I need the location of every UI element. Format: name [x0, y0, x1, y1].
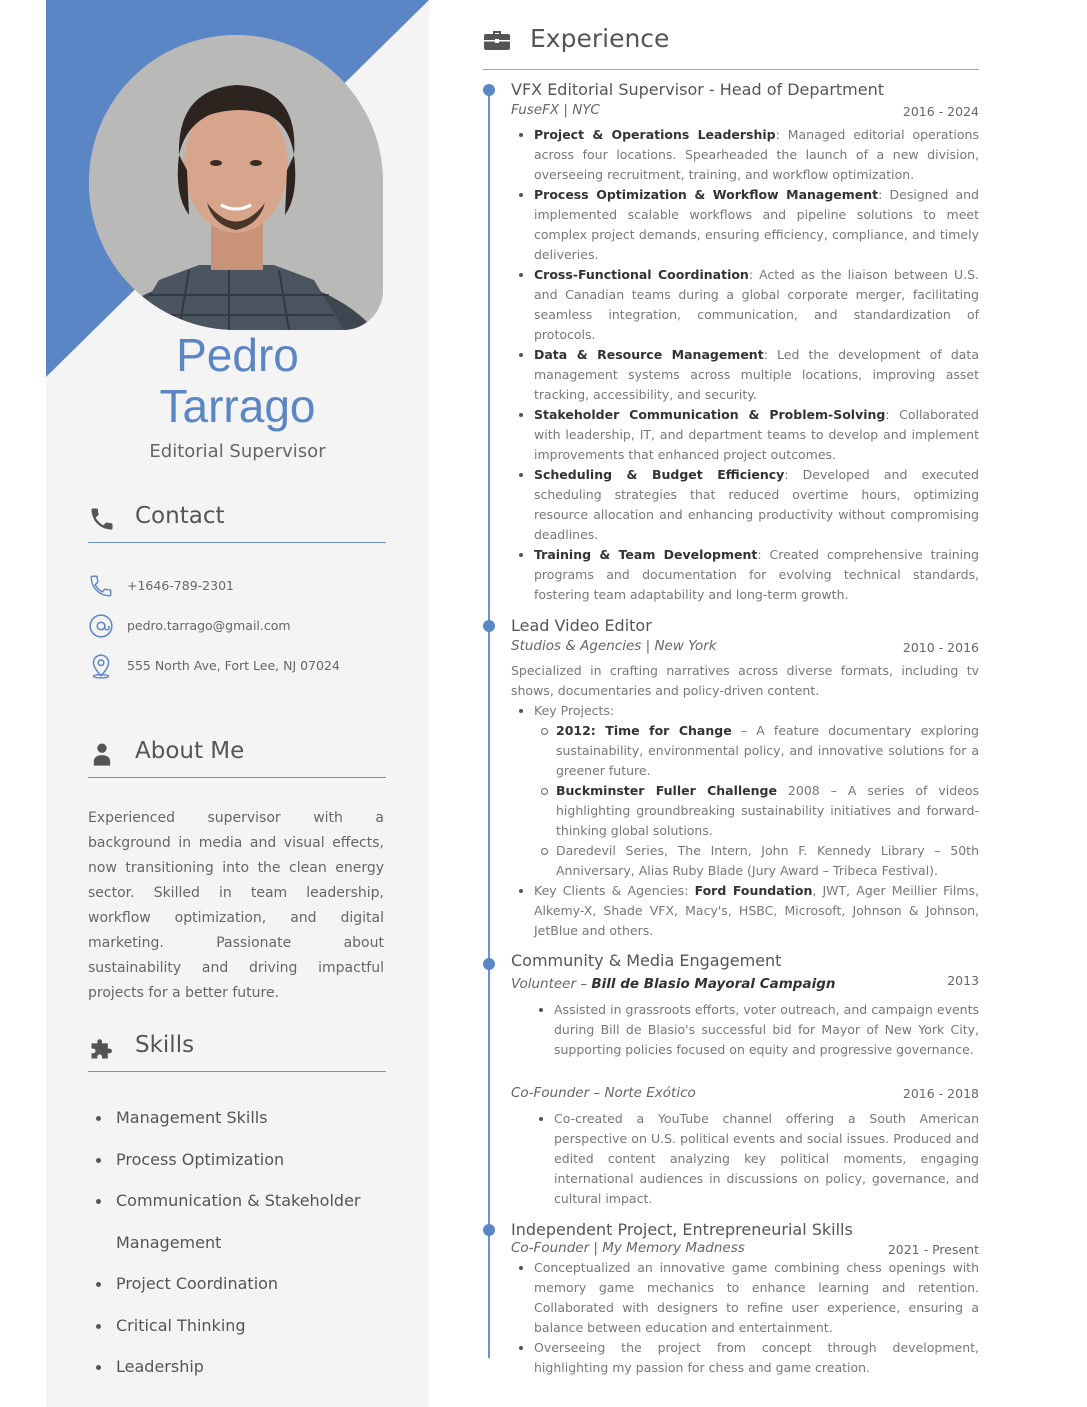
skills-title: Skills — [135, 1032, 195, 1058]
clients-text: , JWT, Ager Meillier Films, Alkemy-X, Shade VFX, Macy's, HSBC, Microsoft, Johnson & Johnson, JetBlue and others. — [534, 883, 979, 938]
skills-heading — [88, 1032, 386, 1072]
skills-list — [96, 1097, 396, 1388]
job-bullets-2 — [554, 1109, 979, 1209]
email-text: pedro.tarrago@gmail.com — [127, 618, 291, 633]
bullet-item: Assisted in grassroots efforts, voter outreach, and campaign events during Bill de Blasio's successful bid for Mayor of New York City, supporting policies focused on equity and progressive governance. — [554, 1000, 979, 1060]
project-lead: 2012: Time for Change — [556, 723, 732, 738]
experience-title: Experience — [530, 24, 670, 53]
project-text: – A feature documentary exploring sustainability, environmental policy, and innovative solutions for a greener future. — [556, 723, 979, 778]
job-summary: Specialized in crafting narratives across diverse formats, including tv shows, documentaries and policy-driven content. — [511, 663, 979, 698]
bullet-item — [534, 465, 979, 545]
first-name: Pedro — [176, 329, 299, 381]
bullet-item: Co-created a YouTube channel offering a South American perspective on U.S. political events and social issues. Produced and edited content analyzing key political moments, engaging international audiences in discussions on policy, governance, and cultural impact. — [554, 1109, 979, 1209]
project-item — [556, 781, 979, 841]
skill-item: Process Optimization — [96, 1139, 396, 1181]
project-item — [556, 721, 979, 781]
job-dates: 2010 - 2016 — [902, 640, 979, 655]
bullet-text: : Acted as the liaison between U.S. and Canadian teams during a global corporate merger, facilitating seamless integration, communication, and standardization of protocols. — [534, 267, 979, 342]
bullet-item — [534, 881, 979, 941]
role-bold: Bill de Blasio Mayoral Campaign — [591, 976, 836, 992]
timeline-dot — [483, 84, 495, 96]
project-lead: Buckminster Fuller Challenge — [556, 783, 777, 798]
person-icon — [88, 740, 116, 768]
experience-heading — [483, 22, 979, 70]
project-text: 2008 – A series of videos highlighting groundbreaking sustainability initiatives and forward-thinking global solutions. — [556, 783, 979, 838]
clients-prefix: Key Clients & Agencies: — [534, 883, 695, 898]
timeline-line — [488, 88, 490, 1358]
puzzle-icon — [88, 1034, 116, 1062]
bullet-item — [534, 545, 979, 605]
bullet-item — [534, 265, 979, 345]
timeline-dot — [483, 620, 495, 632]
at-sign-icon — [88, 613, 114, 639]
address-text: 555 North Ave, Fort Lee, NJ 07024 — [127, 658, 340, 673]
job-bullets — [534, 1258, 979, 1378]
contact-heading — [88, 503, 386, 543]
about-heading — [88, 738, 386, 778]
job-title: VFX Editorial Supervisor - Head of Department — [511, 80, 885, 99]
clients-lead: Ford Foundation — [694, 883, 813, 898]
job-title: Independent Project, Entrepreneurial Skills — [511, 1220, 853, 1239]
phone-icon — [88, 505, 116, 533]
bullet-text: : Led the development of data management systems across multiple locations, improving asset tracking, accessibility, and security. — [534, 347, 979, 402]
job-dates: 2016 - 2024 — [902, 104, 979, 119]
bullet-item: Overseeing the project from concept through development, highlighting my passion for chess and game creation. — [534, 1338, 979, 1378]
sidebar — [46, 0, 429, 1407]
contact-address — [88, 653, 388, 683]
timeline-dot — [483, 958, 495, 970]
bullet-text: : Developed and executed scheduling strategies that reduced overtime hours, optimizing resource allocation and enhancing productivity without compromising deadlines. — [534, 467, 979, 542]
role-2: Co-Founder – Norte Exótico — [511, 1085, 696, 1101]
skill-item: Project Coordination — [96, 1263, 396, 1305]
profile-photo — [89, 35, 383, 330]
bullet-lead: Stakeholder Communication & Problem-Solving — [534, 407, 886, 422]
briefcase-icon — [483, 28, 511, 52]
skill-item: Leadership — [96, 1346, 396, 1388]
key-projects-label: Key Projects: — [534, 703, 615, 718]
org-name: Studios & Agencies | New York — [511, 638, 717, 654]
about-title: About Me — [135, 738, 245, 764]
org-name: Co-Founder | My Memory Madness — [511, 1240, 745, 1256]
job-dates: 2021 - Present — [887, 1242, 979, 1257]
phone-text: +1646-789-2301 — [127, 578, 234, 593]
bullet-item: Conceptualized an innovative game combining chess openings with memory game mechanics to enhance learning and retention. Collaborated with designers to refine user experience, ensuring a balance between education and entertainment. — [534, 1258, 979, 1338]
bullet-text: : Designed and implemented scalable workflows and pipeline solutions to meet complex project demands, ensuring efficiency, compliance, and timely deliveries. — [534, 187, 979, 262]
contact-email[interactable] — [88, 613, 388, 643]
project-item — [556, 841, 979, 881]
contact-title: Contact — [135, 503, 225, 529]
bullet-lead: Scheduling & Budget Efficiency — [534, 467, 785, 482]
job-bullets — [534, 125, 979, 605]
project-text: Daredevil Series, The Intern, John F. Kennedy Library – 50th Anniversary, Alias Ruby Blade (Jury Award – Tribeca Festival). — [556, 843, 979, 878]
bullet-text: : Managed editorial operations across four locations. Spearheaded the launch of a new division, overseeing recruitment, training, and workflow optimization. — [534, 127, 979, 182]
bullet-item — [534, 185, 979, 265]
bullet-item — [534, 125, 979, 185]
job-title: Lead Video Editor — [511, 616, 652, 635]
bullet-lead: Project & Operations Leadership — [534, 127, 776, 142]
org-name: FuseFX | NYC — [511, 102, 600, 118]
bullet-text: : Created comprehensive training programs and documentation for evolving technical standards, fostering team adaptability and long-term growth. — [534, 547, 979, 602]
skill-item: Communication & Stakeholder Management — [96, 1180, 396, 1263]
job-bullets — [554, 1000, 979, 1060]
person-name — [46, 330, 429, 432]
bullet-item — [534, 345, 979, 405]
job-role-line — [511, 976, 979, 992]
job-dates-2: 2016 - 2018 — [902, 1086, 979, 1101]
bullet-lead: Data & Resource Management — [534, 347, 764, 362]
location-pin-icon — [88, 653, 114, 679]
job-bullets — [534, 701, 979, 941]
timeline-dot — [483, 1224, 495, 1236]
bullet-text: : Collaborated with leadership, IT, and department teams to develop and implement improvements that enhanced project outcomes. — [534, 407, 979, 462]
job-title: Community & Media Engagement — [511, 951, 782, 970]
phone-outline-icon — [88, 573, 114, 599]
bullet-lead: Cross-Functional Coordination — [534, 267, 749, 282]
project-list — [556, 721, 979, 881]
bullet-lead: Training & Team Development — [534, 547, 758, 562]
about-text: Experienced supervisor with a background in media and visual effects, now transitioning into the clean energy sector. Skilled in team leadership, workflow optimization, and digital marketing. Passionate about sustainability and driving impactful projects for a better future. — [88, 810, 384, 1001]
last-name: Tarrago — [159, 380, 316, 432]
role-prefix: Volunteer – — [511, 976, 592, 992]
job-role: Editorial Supervisor — [149, 441, 326, 462]
contact-phone[interactable] — [88, 573, 388, 603]
bullet-item — [534, 405, 979, 465]
job-dates: 2013 — [947, 973, 979, 988]
bullet-lead: Process Optimization & Workflow Management — [534, 187, 879, 202]
skill-item: Critical Thinking — [96, 1305, 396, 1347]
skill-item: Management Skills — [96, 1097, 396, 1139]
bullet-item — [534, 701, 979, 881]
